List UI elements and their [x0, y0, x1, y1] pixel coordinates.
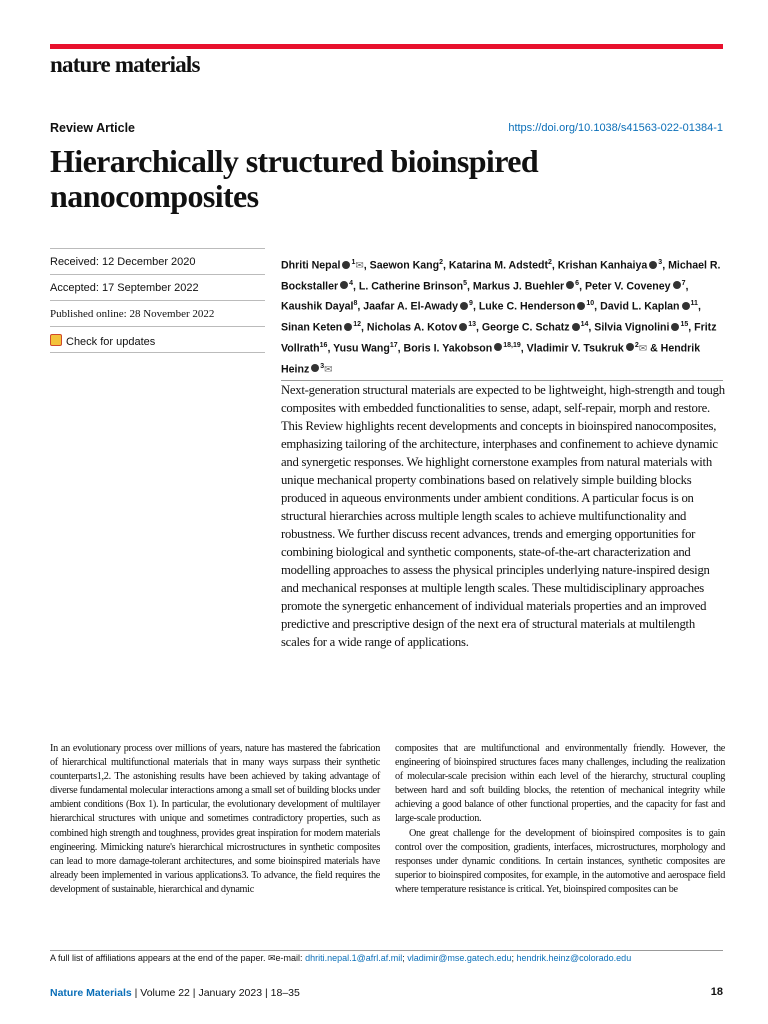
email-link[interactable]: dhriti.nepal.1@afrl.af.mil [305, 953, 403, 963]
orcid-icon[interactable] [311, 364, 319, 372]
author-affiliation: 10 [586, 300, 595, 308]
author-name[interactable]: Markus J. Buehler [472, 280, 565, 293]
orcid-icon[interactable] [649, 261, 657, 269]
orcid-icon[interactable] [494, 343, 502, 351]
author-name[interactable]: Boris I. Yakobson [403, 342, 493, 355]
orcid-icon[interactable] [566, 281, 574, 289]
author-separator: , [697, 301, 701, 313]
author-affiliation: 15 [680, 321, 689, 329]
received-date: Received: 12 December 2020 [50, 248, 265, 274]
accepted-date: Accepted: 17 September 2022 [50, 274, 265, 300]
orcid-icon[interactable] [340, 281, 348, 289]
author-affiliation: 2 [548, 259, 552, 266]
affiliations-note: A full list of affiliations appears at the end of the paper. [50, 953, 266, 963]
author-name[interactable]: David L. Kaplan [600, 301, 680, 313]
author-name[interactable]: Katarina M. Adstedt [448, 259, 548, 272]
abstract: Next-generation structural materials are expected to be lightweight, high-strength and tough composites with embedded functionalities to sense, adapt, self-repair, morph and restore. This Review highlights recent developments and concepts in bioinspired nanocomposites, emphasizing tailoring of the architecture, interphases and confinement to achieve dynamic and synergetic responses. We highlight cornerstone examples from natural materials with unique mechanical property combinations based on relatively simple building blocks produced in aqueous environments under ambient conditions. A particular focus is on structural hierarchies across multiple length scales to achieve multifunctionality and robustness. We further discuss recent advances, trends and emerging opportunities for combining biological and synthetic components, state-of-the-art characterization and modelling approaches to assess the physical principles underlying nature-inspired design and mechanical responses at multiple length scales. These multidisciplinary approaches promote the synergetic enhancement of individual materials properties and an improved predictive and prescriptive design of the next era of structural materials at multilength scales for a wide range of applications. [281, 383, 725, 649]
page-footer [50, 987, 300, 999]
journal-logo: nature materials [50, 52, 200, 77]
article-metadata [50, 248, 265, 353]
footnote: A full list of affiliations appears at the end of the paper. ✉e-mail: dhriti.nepal.1@afrl.af.mil; vladimir@mse.gatech.edu; hendrik.heinz@colorado.edu [50, 953, 632, 963]
author-affiliation: 2 [634, 341, 639, 349]
author-separator: , [397, 342, 404, 355]
author-list [281, 254, 721, 378]
footnote-divider [50, 950, 723, 951]
article-type: Review Article [50, 121, 135, 135]
author-affiliation: 18,19 [503, 341, 521, 349]
author-affiliation: 8 [353, 300, 358, 308]
orcid-icon[interactable] [626, 343, 634, 351]
body-paragraph: In an evolutionary process over millions of years, nature has mastered the fabrication of hierarchical multifunctional materials that in many ways surpass their synthetic counterparts1,2. The astonishing results have been achieved by taking advantage of diverse fundamental molecular interactions among a small set of building blocks under ambient conditions (Box 1). In particular, the evolutionary development of multilayer hierarchical structures with unique and sometimes contradictory properties, such as combined high strength and toughness, provides great inspiration for modern materials engineering. Mimicking nature's hierarchical microstructures in synthetic composites can lead to more damage-tolerant architectures, and some bioinspired materials have already been implemented in various applications3. To advance, the field requires the development of sustainable, hierarchical and dynamic [50, 743, 380, 895]
author-name[interactable]: Vladimir V. Tsukruk [526, 342, 624, 355]
article-title [50, 144, 730, 214]
author-affiliation: 2 [439, 259, 444, 266]
mail-icon[interactable]: ✉ [355, 260, 364, 272]
orcid-icon[interactable] [342, 261, 350, 269]
author-affiliation: 1 [351, 259, 356, 266]
author-affiliation: 9 [469, 300, 473, 308]
email-link[interactable]: hendrik.heinz@colorado.edu [516, 953, 632, 963]
check-updates-label: Check for updates [66, 336, 156, 348]
author-affiliation: 7 [681, 279, 686, 287]
author-affiliation: 5 [463, 279, 468, 287]
check-updates-button[interactable] [50, 326, 265, 353]
body-column-left [50, 742, 380, 897]
author-name[interactable]: Jaafar A. El-Awady [363, 301, 459, 313]
author-name[interactable]: Hendrik Heinz [281, 342, 701, 376]
author-separator: , [327, 342, 334, 355]
orcid-icon[interactable] [577, 302, 585, 310]
email-link[interactable]: vladimir@mse.gatech.edu [407, 953, 512, 963]
footer-issue: | Volume 22 | January 2023 | 18–35 [134, 987, 300, 999]
footer-journal: Nature Materials [50, 987, 132, 999]
author-separator: , [588, 321, 595, 334]
author-name[interactable]: Nicholas A. Kotov [366, 321, 458, 334]
body-paragraph: composites that are multifunctional and environmentally friendly. However, the engineering of bioinspired structures faces many challenges, including the realization of molecular-scale precision within each level of the hierarchy, structural coupling between hard and soft building blocks, the retention of mechanical integrity while achieving a good balance of other functional properties, and the capacity for fast and large-scale production. [395, 743, 725, 825]
author-name[interactable]: Kaushik Dayal [281, 301, 354, 313]
title-line-1: Hierarchically structured bioinspired [50, 143, 539, 179]
author-name[interactable]: Dhriti Nepal [281, 259, 341, 272]
author-name[interactable]: Fritz Vollrath [281, 321, 717, 355]
orcid-icon[interactable] [673, 281, 681, 289]
author-separator: , [467, 280, 473, 293]
email-label: e-mail: [275, 953, 303, 963]
orcid-icon[interactable] [344, 323, 352, 331]
author-separator: , [472, 301, 479, 313]
author-affiliation: 12 [353, 321, 362, 329]
author-name[interactable]: Luke C. Henderson [478, 301, 576, 313]
published-date: Published online: 28 November 2022 [50, 300, 265, 326]
author-separator: , [443, 259, 449, 272]
mail-icon: ✉ [268, 953, 276, 963]
orcid-icon[interactable] [572, 323, 580, 331]
header-accent-bar [50, 44, 723, 49]
author-name[interactable]: Yusu Wang [333, 342, 390, 355]
author-separator: , [551, 259, 558, 272]
author-affiliation: 3 [320, 362, 325, 370]
author-affiliation: 11 [690, 300, 698, 308]
author-affiliation: 3 [658, 259, 663, 266]
mail-icon[interactable]: ✉ [638, 343, 648, 355]
author-affiliation: 17 [389, 341, 398, 349]
author-name[interactable]: Silvia Vignolini [594, 321, 670, 334]
author-separator: , [520, 342, 527, 355]
author-affiliation: 6 [575, 279, 580, 287]
body-column-right [395, 742, 725, 897]
author-name[interactable]: Peter V. Coveney [584, 280, 671, 293]
author-separator: , [353, 280, 359, 293]
body-paragraph: One great challenge for the development of bioinspired composites is to gain control over the composition, gradients, interfaces, microstructures, morphology and responses under dynamic conditions. In certain instances, synthetic composites are superior to bioinspired composites, for example, in the automotive and aerospace field where temperature resistance is critical. Yet, bioinspired composites can be [395, 827, 725, 895]
author-separator: , [662, 259, 669, 272]
author-name[interactable]: L. Catherine Brinson [358, 280, 464, 293]
author-affiliation: 14 [580, 321, 589, 329]
author-separator: , [688, 321, 695, 334]
author-separator: , [579, 280, 585, 293]
author-separator: , [361, 321, 367, 334]
author-separator: , [594, 301, 601, 313]
title-line-2: nanocomposites [50, 178, 259, 214]
orcid-icon[interactable] [459, 323, 467, 331]
author-separator: , [357, 301, 364, 313]
author-affiliation: 4 [349, 279, 354, 287]
page-number: 18 [710, 986, 723, 998]
orcid-icon[interactable] [682, 302, 690, 310]
author-affiliation: 13 [468, 321, 476, 329]
orcid-icon[interactable] [460, 302, 468, 310]
author-name[interactable]: Sinan Keten [281, 321, 343, 334]
author-separator: , [685, 280, 689, 293]
author-name[interactable]: Saewon Kang [369, 259, 440, 272]
author-separator: , [363, 259, 370, 272]
author-separator: , [475, 321, 482, 334]
doi-link[interactable]: https://doi.org/10.1038/s41563-022-01384-1 [508, 122, 723, 134]
author-name[interactable]: George C. Schatz [481, 321, 570, 334]
orcid-icon[interactable] [671, 323, 679, 331]
author-separator: & [647, 342, 661, 355]
author-name[interactable]: Michael R. Bockstaller [281, 259, 721, 293]
author-name[interactable]: Krishan Kanhaiya [557, 259, 648, 272]
mail-icon[interactable]: ✉ [324, 364, 333, 376]
check-updates-icon [50, 334, 62, 346]
author-affiliation: 16 [319, 341, 328, 349]
